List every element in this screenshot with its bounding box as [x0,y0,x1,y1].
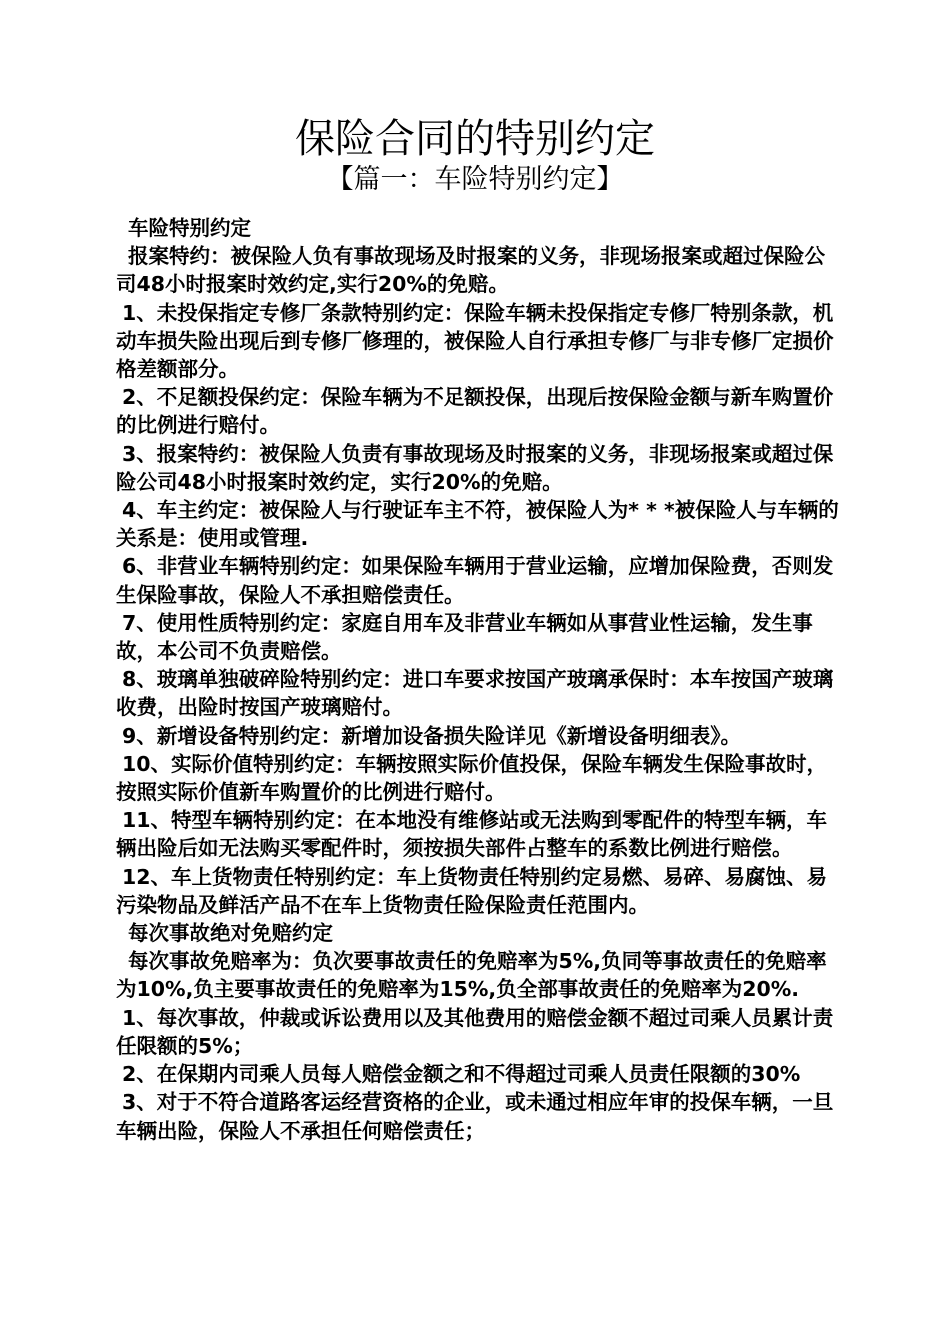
paragraph-item-12: 12、车上货物责任特别约定：车上货物责任特别约定易燃、易碎、易腐蚀、易污染物品及鲜活产品不在车上货物责任险保险责任范围内。 [116,864,828,917]
paragraph-deductible-item-1: 1、每次事故，仲裁或诉讼费用以及其他费用的赔偿金额不超过司乘人员累计责任限额的5%； [116,1005,834,1058]
paragraph-item-7: 7、使用性质特别约定：家庭自用车及非营业车辆如从事营业性运输，发生事故，本公司不负责赔偿。 [116,610,813,664]
paragraph-item-11: 11、特型车辆特别约定：在本地没有维修站或无法购到零配件的特型车辆，车辆出险后如无法购买零配件时，须按损失部件占整车的系数比例进行赔偿。 [116,808,828,861]
paragraph-item-4: 4、车主约定：被保险人与行驶证车主不符，被保险人为* * *被保险人与车辆的关系是：使用或管理. [116,498,839,551]
paragraph-item-1: 1、未投保指定专修厂条款特别约定：保险车辆未投保指定专修厂特别条款，机动车损失险出现后到专修厂修理的，被保险人自行承担专修厂与非专修厂定损价格差额部分。 [116,300,834,382]
document-body [116,214,840,1145]
section-heading-deductible: 每次事故绝对免赔约定 [128,921,333,946]
paragraph-deductible-item-3: 3、对于不符合道路客运经营资格的企业，或未通过相应年审的投保车辆，一旦车辆出险，保险人不承担任何赔偿责任； [116,1090,834,1143]
paragraph-item-10: 10、实际价值特别约定：车辆按照实际价值投保，保险车辆发生保险事故时，按照实际价值新车购置价的比例进行赔付。 [116,751,828,805]
document-subtitle: 【篇一：车险特别约定】 [326,164,624,195]
paragraph-report-clause: 报案特约：被保险人负有事故现场及时报案的义务，非现场报案或超过保险公司48小时报案时效约定,实行20%的免赔。 [116,244,825,297]
paragraph-item-3: 3、报案特约：被保险人负责有事故现场及时报案的义务，非现场报案或超过保险公司48小时报案时效约定，实行20%的免赔。 [116,441,834,494]
paragraph-deductible-rates: 每次事故免赔率为：负次要事故责任的免赔率为5%,负同等事故责任的免赔率为10%,负主要事故责任的免赔率为15%,负全部事故责任的免赔率为20%. [116,949,827,1002]
document-title: 保险合同的特别约定 [295,116,655,162]
paragraph-item-6: 6、非营业车辆特别约定：如果保险车辆用于营业运输，应增加保险费，否则发生保险事故，保险人不承担赔偿责任。 [116,554,834,607]
section-heading-car-insurance: 车险特别约定 [128,216,251,240]
paragraph-item-2: 2、不足额投保约定：保险车辆为不足额投保，出现后按保险金额与新车购置价的比例进行赔付。 [116,385,834,438]
paragraph-item-8: 8、玻璃单独破碎险特别约定：进口车要求按国产玻璃承保时：本车按国产玻璃收费，出险时按国产玻璃赔付。 [116,667,834,720]
paragraph-deductible-item-2: 2、在保期内司乘人员每人赔偿金额之和不得超过司乘人员责任限额的30% [122,1062,801,1087]
paragraph-item-9: 9、新增设备特别约定：新增加设备损失险详见《新增设备明细表》。 [122,723,742,748]
